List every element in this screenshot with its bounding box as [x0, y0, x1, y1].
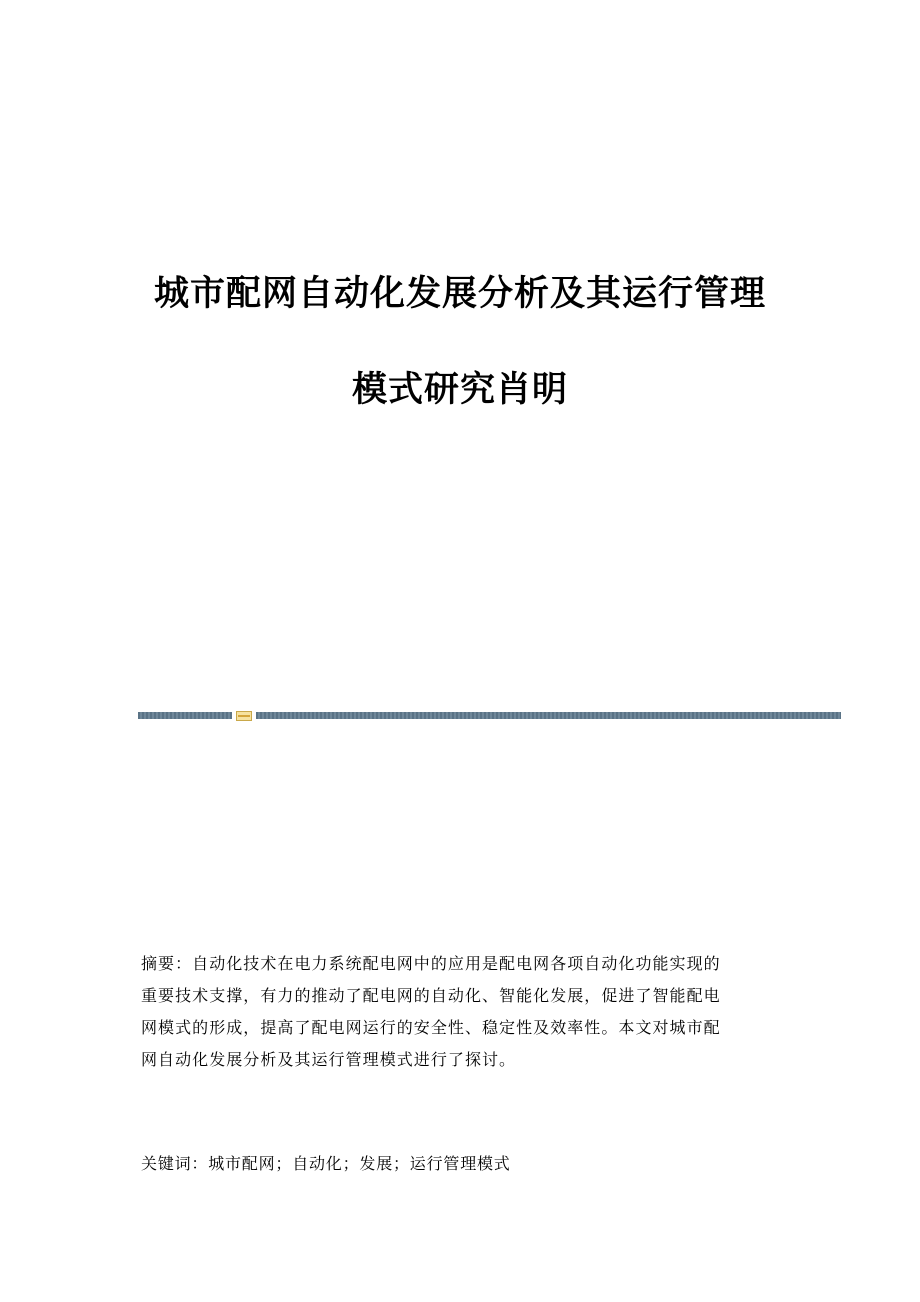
- abstract-text-line: 网模式的形成，提高了配电网运行的安全性、稳定性及效率性。本文对城市配: [141, 1018, 721, 1037]
- keywords-label: 关键词：: [141, 1154, 209, 1173]
- divider-bar-right: [256, 712, 841, 719]
- abstract-text-line: 重要技术支撑，有力的推动了配电网的自动化、智能化发展，促进了智能配电: [141, 986, 721, 1005]
- section-divider: [138, 711, 841, 721]
- ornament-icon: [236, 711, 252, 721]
- keywords-line: [141, 1148, 511, 1180]
- divider-bar-left: [138, 712, 232, 719]
- document-title-line-2: 模式研究肖明: [351, 369, 568, 410]
- document-title-line-1: 城市配网自动化发展分析及其运行管理: [153, 273, 766, 314]
- abstract-text-line: 自动化技术在电力系统配电网中的应用是配电网各项自动化功能实现的: [192, 954, 721, 973]
- abstract-line-1: [141, 948, 781, 980]
- abstract-text-line: 网自动化发展分析及其运行管理模式进行了探讨。: [141, 1050, 517, 1069]
- keywords-text: 城市配网；自动化；发展；运行管理模式: [208, 1154, 511, 1173]
- abstract-label: 摘要：: [141, 954, 193, 973]
- abstract-paragraph: [141, 948, 781, 1076]
